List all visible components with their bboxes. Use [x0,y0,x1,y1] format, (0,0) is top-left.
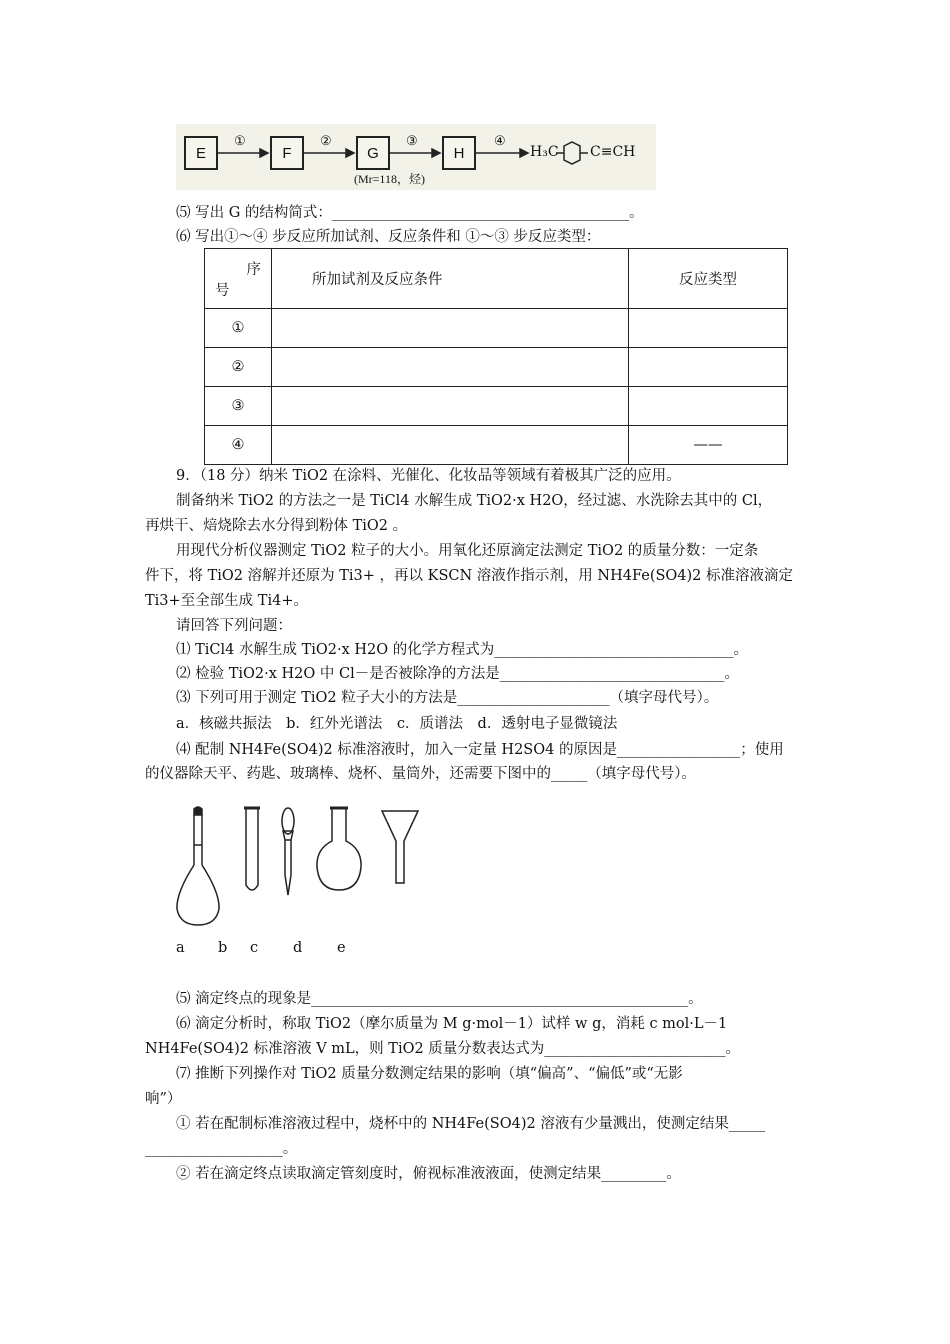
q9-title: 9．（18 分）纳米 TiO2 在涂料、光催化、化妆品等领域有着极其广泛的应用。 [176,468,681,484]
q9-para2-line2: 件下，将 TiO2 溶解并还原为 Ti3+ ，再以 KSCN 溶液作指示剂，用 NH4Fe(SO4)2 标准溶液滴定 [145,568,794,584]
sub-question-3: ⑶ 下列可用于测定 TiO2 粒子大小的方法是_____________________（填字母代号）。 [176,690,719,706]
sub-question-7-item1-line2: ___________________。 [145,1141,298,1157]
sub-question-3-options: a．核磁共振法 b．红外光谱法 c．质谱法 d．透射电子显微镜法 [176,716,618,732]
q9-ask: 请回答下列问题： [176,618,292,634]
product-methyl: H₃C [530,144,559,160]
q9-para1-line1: 制备纳米 TiO2 的方法之一是 TiCl4 水解生成 TiO2·x H2O，经过滤、水洗除去其中的 Cl， [176,493,773,509]
row-type[interactable] [629,387,788,426]
dropper-icon [282,808,294,895]
step-label-2: ② [320,134,332,149]
row-seq: ③ [205,387,272,426]
sub-question-6-line1: ⑹ 滴定分析时，称取 TiO2（摩尔质量为 M g·mol－1）试样 w g，消耗 c mol·L－1 [176,1016,728,1032]
sub-question-4-line2: 的仪器除天平、药匙、玻璃棒、烧杯、量筒外，还需要下图中的_____（填字母代号）。 [145,766,696,782]
sub-question-4-line1: ⑷ 配制 NH4Fe(SO4)2 标准溶液时，加入一定量 H2SO4 的原因是_________________；使用 [176,742,784,758]
compound-box-e: E [184,136,218,170]
row-reagent[interactable] [272,387,629,426]
glassware-figure [170,805,430,930]
q9-para2-line3: Ti3+至全部生成 Ti4+。 [145,593,308,609]
row-reagent[interactable] [272,426,629,465]
mr-note: (Mr=118，烃) [354,172,425,186]
reaction-scheme [176,124,656,190]
row-reagent[interactable] [272,348,629,387]
sub-question-1: ⑴ TiCl4 水解生成 TiO2·x H2O 的化学方程式为_________________________________。 [176,642,749,658]
row-seq: ② [205,348,272,387]
compound-box-g: G [356,136,390,170]
row-type[interactable] [629,348,788,387]
volumetric-flask-icon [177,807,219,925]
q9-para2-line1: 用现代分析仪器测定 TiO2 粒子的大小。用氧化还原滴定法测定 TiO2 的质量分数：一定条 [176,543,759,559]
row-reagent[interactable] [272,309,629,348]
compound-box-h: H [442,136,476,170]
row-seq: ① [205,309,272,348]
sub-question-2: ⑵ 检验 TiO2·x H2O 中 Cl－是否被除净的方法是_______________________________。 [176,666,739,682]
compound-box-f: F [270,136,304,170]
step-label-3: ③ [406,134,418,149]
step-label-1: ① [234,134,246,149]
row-type: —— [629,426,788,465]
option-label-e: e [337,940,346,956]
q9-para1-line2: 再烘干、焙烧除去水分得到粉体 TiO2 。 [145,518,408,534]
header-seq [205,249,272,309]
header-type: 反应类型 [629,249,788,309]
sub-question-6-line2: NH4Fe(SO4)2 标准溶液 V mL，则 TiO2 质量分数表达式为_________________________。 [145,1041,741,1057]
row-seq: ④ [205,426,272,465]
question-5: ⑸ 写出 G 的结构简式：_________________________________________。 [176,205,644,221]
option-label-a: a [176,940,185,956]
sub-question-7-line1: ⑺ 推断下列操作对 TiO2 质量分数测定结果的影响（填“偏高”、“偏低”或“无影 [176,1066,683,1082]
funnel-icon [382,811,418,883]
sub-question-7-line2: 响”） [145,1091,182,1107]
header-seq-top: 序 [246,261,261,278]
option-label-c: c [250,940,259,956]
product-alkyne: C≡CH [590,144,636,160]
reagent-table [204,248,788,465]
header-reagent: 所加试剂及反应条件 [272,249,629,309]
option-label-d: d [293,940,303,956]
step-label-4: ④ [494,134,506,149]
option-label-b: b [218,940,228,956]
header-seq-bottom: 号 [215,282,230,299]
question-6: ⑹ 写出①～④ 步反应所加试剂、反应条件和 ①～③ 步反应类型： [176,229,601,245]
sub-question-7-item2: ② 若在滴定终点读取滴定管刻度时，俯视标准液液面，使测定结果_________。 [176,1166,681,1182]
test-tube-icon [244,808,260,890]
sub-question-7-item1-line1: ① 若在配制标准溶液过程中，烧杯中的 NH4Fe(SO4)2 溶液有少量溅出，使测定结果_____ [176,1116,766,1132]
round-bottom-flask-icon [317,808,361,890]
sub-question-5: ⑸ 滴定终点的现象是____________________________________________________。 [176,991,703,1007]
row-type[interactable] [629,309,788,348]
